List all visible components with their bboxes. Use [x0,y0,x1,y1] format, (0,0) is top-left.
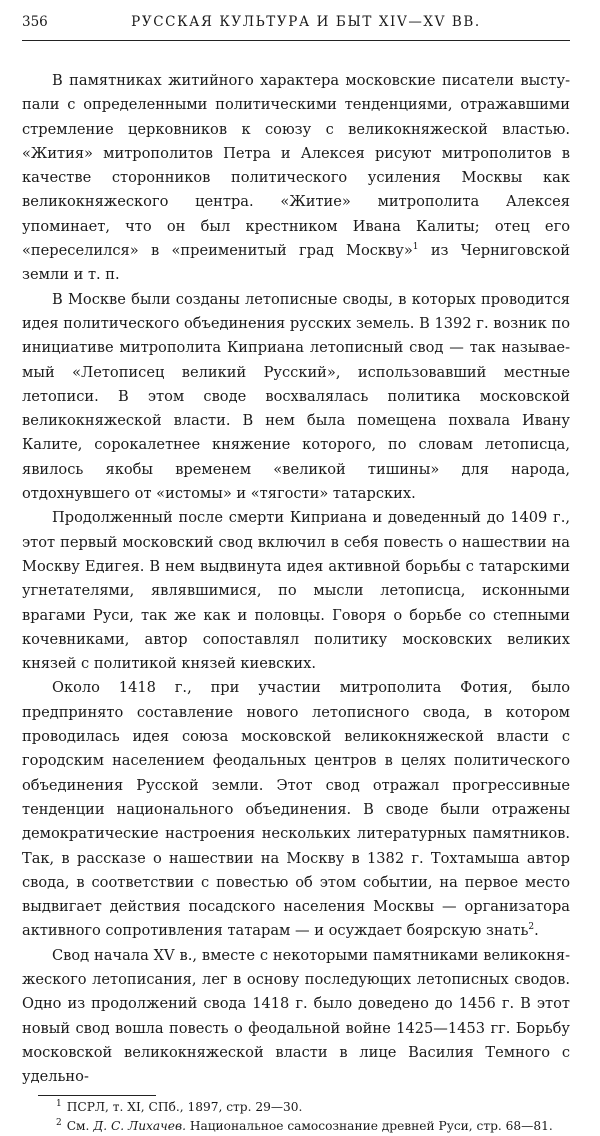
running-head: РУССКАЯ КУЛЬТУРА И БЫТ XIV—XV ВВ. [131,14,481,30]
footnote-author: Д. С. Лихачев. [93,1119,186,1134]
paragraph: Свод начала XV в., вместе с некоторыми памятниками великокняжеского летописания, лег в основу последующих летописных сводов. Одно из продолжений свода 1418 г. было доведено до 1456 г. В этот новый свод вошла повесть о феодальной войне 1425—1453 гг. Борьбу московской великокняжеской власти в лице Василия Темного с удельно- [22,946,570,1086]
footnote-number: 2 [56,1118,62,1129]
footnote-number: 1 [56,1099,62,1110]
footnote-text: ПСРЛ, т. XI, СПб., 1897, стр. 29—30. [66,1100,303,1115]
paragraph: В Москве были созданы летописные своды, в которых проводится идея политического объединения русских земель. В 1392 г. возник по инициативе митрополита Киприана летописный свод — так называемый «Летописец великий Русский», использовавший местные летописи. В этом своде восхвалялась политика московской великокняжеской власти. В нем была помещена похвала Ивану Калите, сорокалетнее княжение которого, по словам летописца, явилось якобы временем «великой тишины» для народа, отдохнувшего от «истомы» и «тягости» татарских. [22,290,570,503]
paragraph-text: Около 1418 г., при участии митрополита Фотия, было предпринято составление нового летописного свода, в котором проводилась идея союза московской великокняжеской власти с городским населением феодальных центров в целях политического объединения Русской земли. Этот свод отражал прогрессивные тенденции национального объединения. В своде были отражены демократические настроения нескольких литературных памятников. Так, в рассказе о нашествии на Москву в 1382 г. Тохтамыша автор свода, в соответствии с повестью об этом событии, на первое место выдвигает действия посадского населения Москвы — организатора активного сопротивления татарам — и осуждает боярскую знать [22,679,570,940]
footnote-ref: 2 [528,922,535,933]
footnote [22,1098,570,1117]
footnote-prefix: См. [66,1119,90,1134]
page-body [22,69,570,1089]
footnote [22,1117,570,1136]
book-page [22,14,570,1136]
page-number: 356 [22,14,48,30]
paragraph-text: . [534,922,539,940]
footnotes [22,1098,570,1136]
footnote-ref: 1 [412,242,419,253]
paragraph [22,69,570,288]
paragraph: Продолженный после смерти Киприана и доведенный до 1409 г., этот первый московский свод включил в себя повесть о нашествии на Москву Едигея. В нем выдвинута идея активной борьбы с татарскими угнетателями, являвшимися, по мысли летописца, исконными врагами Руси, так же как и половцы. Говоря о борьбе со степными кочевниками, автор сопоставлял политику московских великих князей с политикой князей киевских. [22,509,570,673]
paragraph-text: В памятниках житийного характера московские писатели выступали с определенными политическими тенденциями, отражавшими стремление церковников к союзу с великокняжеской властью. «Жития» митрополитов Петра и Алексея рисуют митрополитов в качестве сторонников политического усиления Москвы как великокняжеского центра. «Житие» митрополита Алексея упоминает, что он был крестником Ивана Калиты; отец его «переселился» в «преименитый град Москву» [22,72,570,260]
paragraph-text: из Черниговской земли и т. п. [22,242,570,284]
paragraph [22,676,570,943]
footnote-divider [38,1095,156,1096]
page-header [22,14,570,41]
footnote-text: Национальное самосознание древней Руси, стр. 68—81. [189,1119,553,1134]
